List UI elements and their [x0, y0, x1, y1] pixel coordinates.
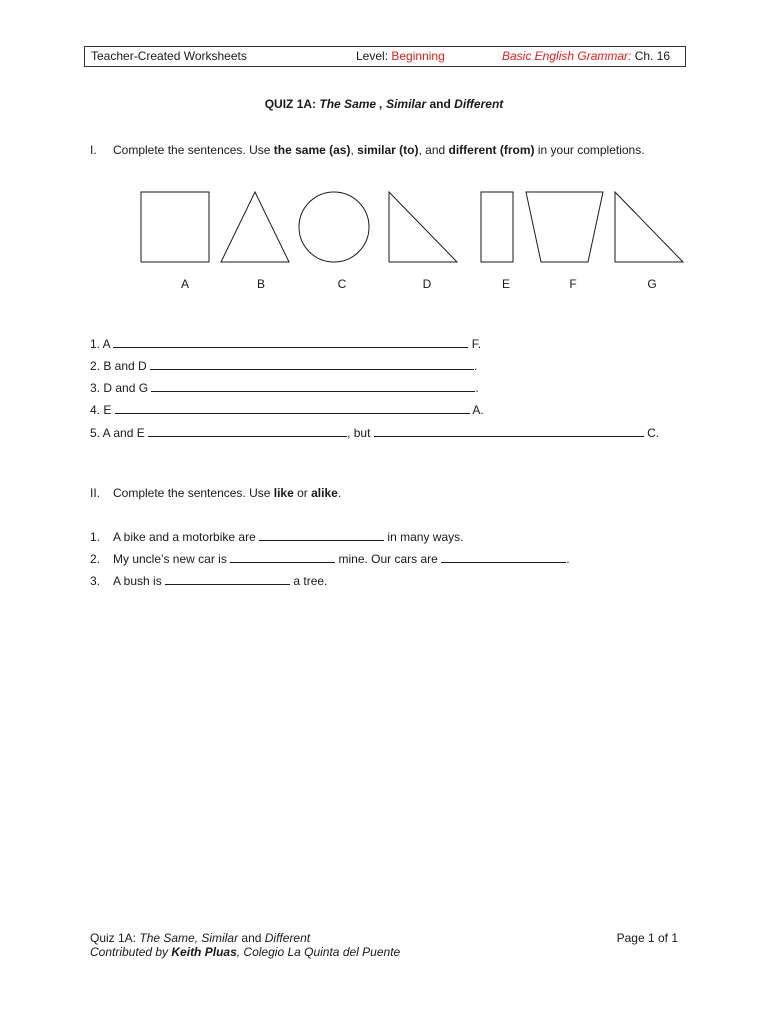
term-alike: alike — [311, 486, 338, 500]
answer-blank[interactable] — [165, 574, 290, 585]
title-prefix: QUIZ 1A: — [264, 97, 317, 111]
footer-text: and — [238, 931, 265, 945]
term-different: different (from) — [448, 143, 535, 157]
answer-blank[interactable] — [230, 552, 335, 563]
footer-text: , Colegio La Quinta del Puente — [236, 945, 401, 959]
footer-credit — [90, 945, 400, 959]
answer-blank[interactable] — [115, 403, 470, 414]
section1-item-2 — [90, 359, 477, 373]
level-value: Beginning — [391, 49, 445, 63]
square-shape — [141, 192, 209, 262]
item-text: A. — [469, 403, 484, 417]
shape-label-g: G — [647, 277, 657, 291]
footer-text: The Same, — [139, 931, 202, 945]
triangle-shape — [221, 192, 289, 262]
separator: . — [337, 486, 342, 500]
section2-item-1 — [90, 530, 463, 544]
section2-item-2 — [90, 552, 570, 566]
footer-text: Different — [264, 931, 311, 945]
item-number: 1. — [90, 530, 101, 544]
item-text: , but — [347, 426, 374, 440]
answer-blank[interactable] — [259, 530, 384, 541]
shape-label-c: C — [337, 277, 347, 291]
item-text: C. — [643, 426, 660, 440]
item-text: 2. B and D — [90, 359, 151, 373]
item-text: a tree. — [290, 574, 328, 588]
section1-number: I. — [90, 143, 97, 157]
separator: or — [293, 486, 312, 500]
item-text: 4. E — [90, 403, 115, 417]
header-source: Teacher-Created Worksheets — [91, 49, 247, 63]
trapezoid-shape — [526, 192, 603, 262]
footer-text: Contributed by — [90, 945, 172, 959]
section2-item-3 — [90, 574, 327, 588]
footer-title — [90, 931, 310, 945]
circle-shape — [299, 192, 369, 262]
item-text: F. — [468, 337, 482, 351]
level-label: Level: — [356, 49, 389, 63]
item-text: A bush is — [113, 574, 166, 588]
item-text: . — [474, 359, 478, 373]
right-triangle-shape-2 — [615, 192, 683, 262]
right-triangle-shape — [389, 192, 457, 262]
section1-item-4 — [90, 403, 484, 417]
item-number: 3. — [90, 574, 101, 588]
section1-item-3 — [90, 381, 479, 395]
title-different: Different — [454, 97, 504, 111]
answer-blank[interactable] — [148, 426, 347, 437]
term-similar: similar (to) — [357, 143, 419, 157]
answer-blank[interactable] — [151, 381, 475, 392]
instruction-text: Complete the sentences. Use — [113, 486, 274, 500]
title-same: The Same , — [319, 97, 383, 111]
shape-label-f: F — [569, 277, 577, 291]
rectangle-shape — [481, 192, 513, 262]
answer-blank[interactable] — [441, 552, 566, 563]
page-number: Page 1 of 1 — [616, 931, 678, 945]
term-like: like — [273, 486, 294, 500]
section1-item-5 — [90, 426, 659, 440]
section2-instruction — [90, 486, 341, 500]
instruction-text: Complete the sentences. Use — [113, 143, 274, 157]
shapes-figure — [0, 0, 768, 300]
shape-label-e: E — [501, 277, 510, 291]
title-and: and — [429, 97, 451, 111]
answer-blank[interactable] — [374, 426, 644, 437]
footer-text: Similar — [201, 931, 239, 945]
book-title: Basic English Grammar: — [502, 49, 632, 63]
item-text: mine. Our cars are — [335, 552, 442, 566]
separator: , — [350, 143, 358, 157]
shape-label-a: A — [180, 277, 189, 291]
term-the-same: the same (as) — [273, 143, 351, 157]
answer-blank[interactable] — [150, 359, 474, 370]
item-text: in many ways. — [384, 530, 464, 544]
item-number: 2. — [90, 552, 101, 566]
footer-text: Quiz 1A: — [90, 931, 140, 945]
item-text: 5. A and E — [90, 426, 149, 440]
shape-label-b: B — [256, 277, 265, 291]
item-text: A bike and a motorbike are — [113, 530, 260, 544]
shape-label-d: D — [422, 277, 432, 291]
answer-blank[interactable] — [113, 337, 468, 348]
title-similar: Similar — [386, 97, 427, 111]
section1-item-1 — [90, 337, 481, 351]
instruction-text: in your completions. — [534, 143, 645, 157]
item-text: . — [566, 552, 570, 566]
item-text: My uncle’s new car is — [113, 552, 231, 566]
item-text: 1. A — [90, 337, 114, 351]
chapter: Ch. 16 — [634, 49, 671, 63]
section2-number: II. — [90, 486, 101, 500]
author-name: Keith Pluas — [171, 945, 237, 959]
separator: , and — [418, 143, 449, 157]
item-text: 3. D and G — [90, 381, 152, 395]
item-text: . — [475, 381, 479, 395]
